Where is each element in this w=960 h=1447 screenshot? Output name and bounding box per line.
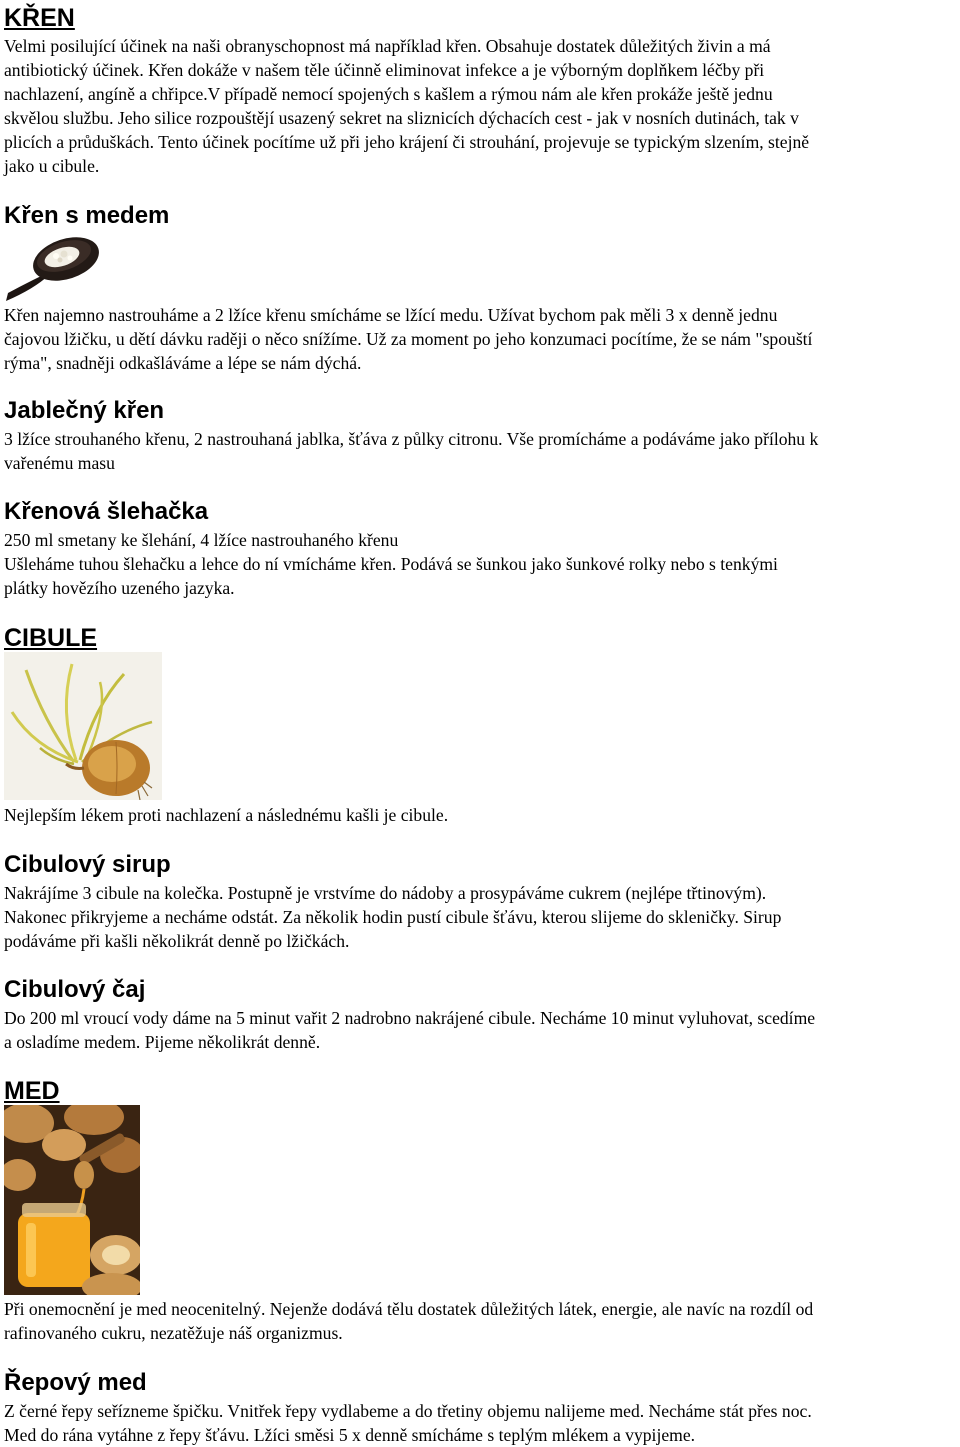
heading-cibulovy-sirup: Cibulový sirup [4, 851, 171, 878]
heading-krenova-slehacka: Křenová šlehačka [4, 498, 209, 525]
text-line: jako u cibule. [4, 156, 100, 176]
text-line: rýma", snadněji odkašláváme a lépe se nám dýchá. [4, 353, 362, 373]
kren-s-medem-text [4, 303, 960, 375]
cibule-intro-text [4, 803, 960, 827]
text-line: antibiotický účinek. Křen dokáže v našem těle účinně eliminovat infekce a je výborným doplňkem léčby při [4, 60, 765, 80]
text-line: Nakonec přikryjeme a necháme odstát. Za několik hodin pustí cibule šťávu, kterou slijeme do skleničky. Sirup [4, 907, 782, 927]
text-line: plátky hovězího uzeného jazyka. [4, 578, 235, 598]
text-line: 3 lžíce strouhaného křenu, 2 nastrouhaná jablka, šťáva z půlky citronu. Vše promícháme a podáváme jako přílohu k [4, 429, 819, 449]
heading-cibulovy-caj: Cibulový čaj [4, 976, 146, 1003]
text-line: Z černé řepy seřízneme špičku. Vnitřek řepy vydlabeme a do třetiny objemu nalijeme med. Necháme stát přes noc. [4, 1401, 812, 1421]
text-line: rafinovaného cukru, nezatěžuje náš organizmus. [4, 1323, 343, 1343]
text-line: Med do rána vytáhne z řepy šťávu. Lžíci směsi 5 x denně smícháme s teplým mlékem a vypijeme. [4, 1425, 696, 1445]
horseradish-spoon-photo [4, 231, 108, 301]
jablecny-kren-text [4, 427, 960, 475]
text-line: Křen najemno nastrouháme a 2 lžíce křenu smícháme se lžící medu. Užívat bychom pak měli 3 x denně jednu [4, 305, 778, 325]
text-line: Do 200 ml vroucí vody dáme na 5 minut vařit 2 nadrobno nakrájené cibule. Necháme 10 minut vyluhovat, scedíme [4, 1008, 816, 1028]
cibulovy-sirup-text [4, 881, 960, 953]
text-line: Velmi posilující účinek na naši obranyschopnost má například křen. Obsahuje dostatek důležitých živin a má [4, 36, 771, 56]
text-line: Při onemocnění je med neocenitelný. Nejenže dodává tělu dostatek důležitých látek, energie, ale navíc na rozdíl od [4, 1299, 814, 1319]
honey-jar-biscuits-photo [4, 1105, 140, 1295]
heading-kren-s-medem: Křen s medem [4, 202, 170, 229]
heading-jablecny-kren: Jablečný křen [4, 397, 165, 424]
text-line: čajovou lžičku, u dětí dávku raději o něco snížíme. Už za moment po jeho konzumaci pocítíme, že se nám "spouští [4, 329, 813, 349]
text-line: podáváme při kašli několikrát denně po lžičkách. [4, 931, 350, 951]
med-intro-text [4, 1297, 960, 1345]
text-line: Nakrájíme 3 cibule na kolečka. Postupně je vrstvíme do nádoby a prosypáváme cukrem (nejlépe třtinovým). [4, 883, 767, 903]
section-title-cibule: CIBULE [4, 624, 98, 652]
sprouting-onion-photo [4, 652, 162, 800]
section-title-med: MED [4, 1077, 60, 1105]
text-line: Ušleháme tuhou šlehačku a lehce do ní vmícháme křen. Podává se šunkou jako šunkové rolky nebo s tenkými [4, 554, 778, 574]
text-line: skvělou službu. Jeho silice rozpouštějí usazený sekret na sliznicích dýchacích cest - jak v nosních dutinách, tak v [4, 108, 799, 128]
text-line: a osladíme medem. Pijeme několikrát denně. [4, 1032, 321, 1052]
krenova-slehacka-text [4, 528, 960, 600]
text-line: nachlazení, angíně a chřipce.V případě nemocí spojených s kašlem a rýmou nám ale křen prokáže ještě jednu [4, 84, 773, 104]
text-line: plicích a průduškách. Tento účinek pocítíme už při jeho krájení či strouhání, projevuje se typickým slzením, stejně [4, 132, 810, 152]
text-line: 250 ml smetany ke šlehání, 4 lžíce nastrouhaného křenu [4, 530, 399, 550]
cibulovy-caj-text [4, 1006, 960, 1054]
kren-intro-paragraph [4, 34, 960, 178]
text-line: vařenému masu [4, 453, 115, 473]
text-line: Nejlepším lékem proti nachlazení a následnému kašli je cibule. [4, 805, 449, 825]
repovy-med-text [4, 1399, 960, 1447]
heading-repovy-med: Řepový med [4, 1369, 147, 1396]
section-title-kren: KŘEN [4, 4, 75, 32]
